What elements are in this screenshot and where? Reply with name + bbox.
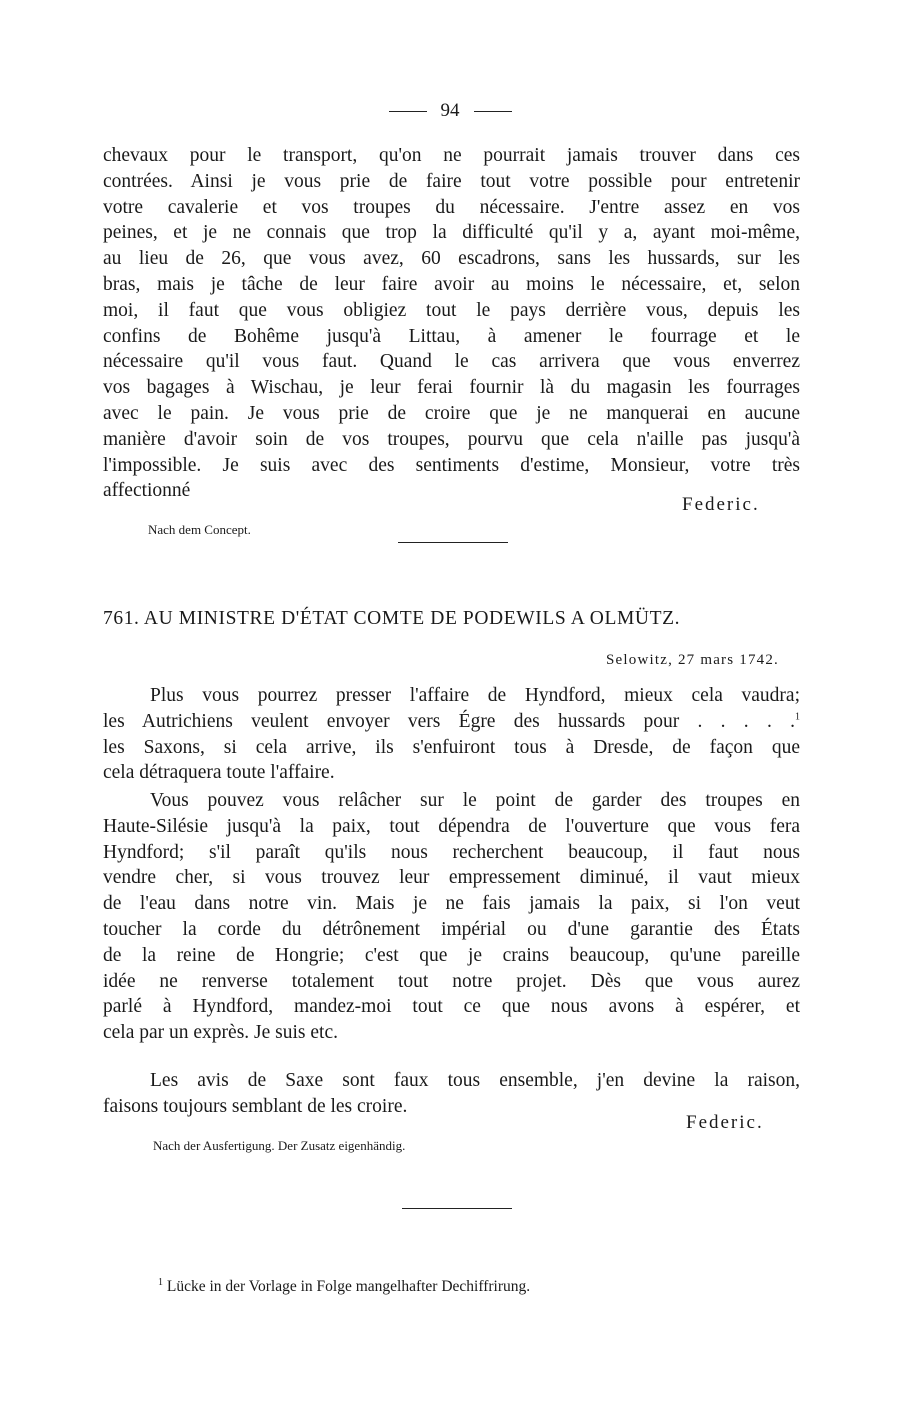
text-line: votre cavalerie et vos troupes du nécessaire. J'entre assez en vos bbox=[103, 196, 800, 218]
text-line: chevaux pour le transport, qu'on ne pourrait jamais trouver dans ces bbox=[103, 145, 800, 166]
section-divider bbox=[398, 542, 508, 543]
text-line: cela détraquera toute l'affaire. bbox=[103, 762, 335, 784]
header-dash-right bbox=[474, 111, 512, 112]
text-line: l'impossible. Je suis avec des sentiments d'estime, Monsieur, votre très bbox=[103, 454, 800, 476]
footnote-text: Lücke in der Vorlage in Folge mangelhafter Dechiffrirung. bbox=[166, 1278, 531, 1295]
text-line: les Autrichiens veulent envoyer vers Égre des hussards pour . . . . .$^1$ bbox=[103, 710, 800, 732]
header-dash-left bbox=[389, 111, 427, 112]
paragraph-2 bbox=[103, 788, 800, 1046]
text-line: moi, il faut que vous obligiez tout le pays derrière vous, depuis les bbox=[103, 299, 800, 321]
text-line: bras, mais je tâche de leur faire avoir au moins le nécessaire, et, selon bbox=[103, 273, 800, 295]
text-line: cela par un exprès. Je suis etc. bbox=[103, 1022, 338, 1044]
dateline bbox=[606, 652, 779, 669]
text-line: Hyndford; s'il paraît qu'ils nous recherchent beaucoup, il faut nous bbox=[103, 841, 800, 863]
letter-heading: 761. AU MINISTRE D'ÉTAT COMTE DE PODEWILS A OLMÜTZ. bbox=[103, 608, 681, 629]
text-line: Les avis de Saxe sont faux tous ensemble, j'en devine la raison, bbox=[150, 1070, 800, 1091]
text-line: manière d'avoir soin de vos troupes, pourvu que cela n'aille pas jusqu'à bbox=[103, 428, 800, 450]
continuation-text bbox=[103, 143, 800, 504]
signature: Federic. bbox=[682, 494, 760, 515]
text-line: parlé à Hyndford, mandez-moi tout ce que nous avons à espérer, et bbox=[103, 996, 800, 1018]
text-line: les Saxons, si cela arrive, ils s'enfuiront tous à Dresde, de façon que bbox=[103, 736, 800, 758]
page-number: 94 bbox=[440, 100, 460, 121]
text-line: affectionné bbox=[103, 480, 191, 502]
page-header bbox=[0, 100, 900, 122]
text-line: vos bagages à Wischau, je leur ferai fournir là du magasin les fourrages bbox=[103, 377, 800, 399]
text-line: Vous pouvez vous relâcher sur le point de garder des troupes en bbox=[150, 790, 800, 811]
text-line: Haute-Silésie jusqu'à la paix, tout dépendra de l'ouverture que vous fera bbox=[103, 815, 800, 837]
paragraph-1 bbox=[103, 683, 800, 786]
footnote-marker: 1 bbox=[795, 711, 800, 723]
source-note: Nach der Ausfertigung. Der Zusatz eigenhändig. bbox=[153, 1138, 406, 1153]
footnote-marker: 1 bbox=[158, 1276, 163, 1288]
date: 27 mars 1742. bbox=[677, 652, 779, 668]
footnote bbox=[158, 1278, 530, 1296]
signature: Federic. bbox=[686, 1112, 764, 1133]
text-line: nécessaire qu'il vous faut. Quand le cas arrivera que vous enverrez bbox=[103, 351, 800, 373]
text-line: idée ne renverse totalement tout notre projet. Dès que vous aurez bbox=[103, 970, 800, 992]
text-line: de la reine de Hongrie; c'est que je crains beaucoup, qu'une pareille bbox=[103, 944, 800, 966]
text-line: confins de Bohême jusqu'à Littau, à amener le fourrage et le bbox=[103, 325, 800, 347]
footnote-divider bbox=[402, 1208, 512, 1209]
text-line: de l'eau dans notre vin. Mais je ne fais jamais la paix, si l'on veut bbox=[103, 893, 800, 915]
text-line: vendre cher, si vous trouvez leur empressement diminué, il vaut mieux bbox=[103, 867, 800, 889]
source-note: Nach dem Concept. bbox=[148, 522, 251, 537]
text-line: peines, et je ne connais que trop la difficulté qu'il y a, ayant moi-même, bbox=[103, 222, 800, 244]
place: Selowitz, bbox=[605, 652, 674, 668]
text-line: avec le pain. Je vous prie de croire que je ne manquerai en aucune bbox=[103, 402, 800, 424]
text-line: contrées. Ainsi je vous prie de faire tout votre possible pour entretenir bbox=[103, 170, 800, 192]
text-line: au lieu de 26, que vous avez, 60 escadrons, sans les hussards, sur les bbox=[103, 248, 800, 270]
text-line: toucher la corde du détrônement impérial ou d'une garantie des États bbox=[103, 918, 800, 940]
text-line: faisons toujours semblant de les croire. bbox=[103, 1095, 408, 1117]
text-line: Plus vous pourrez presser l'affaire de Hyndford, mieux cela vaudra; bbox=[150, 685, 800, 706]
